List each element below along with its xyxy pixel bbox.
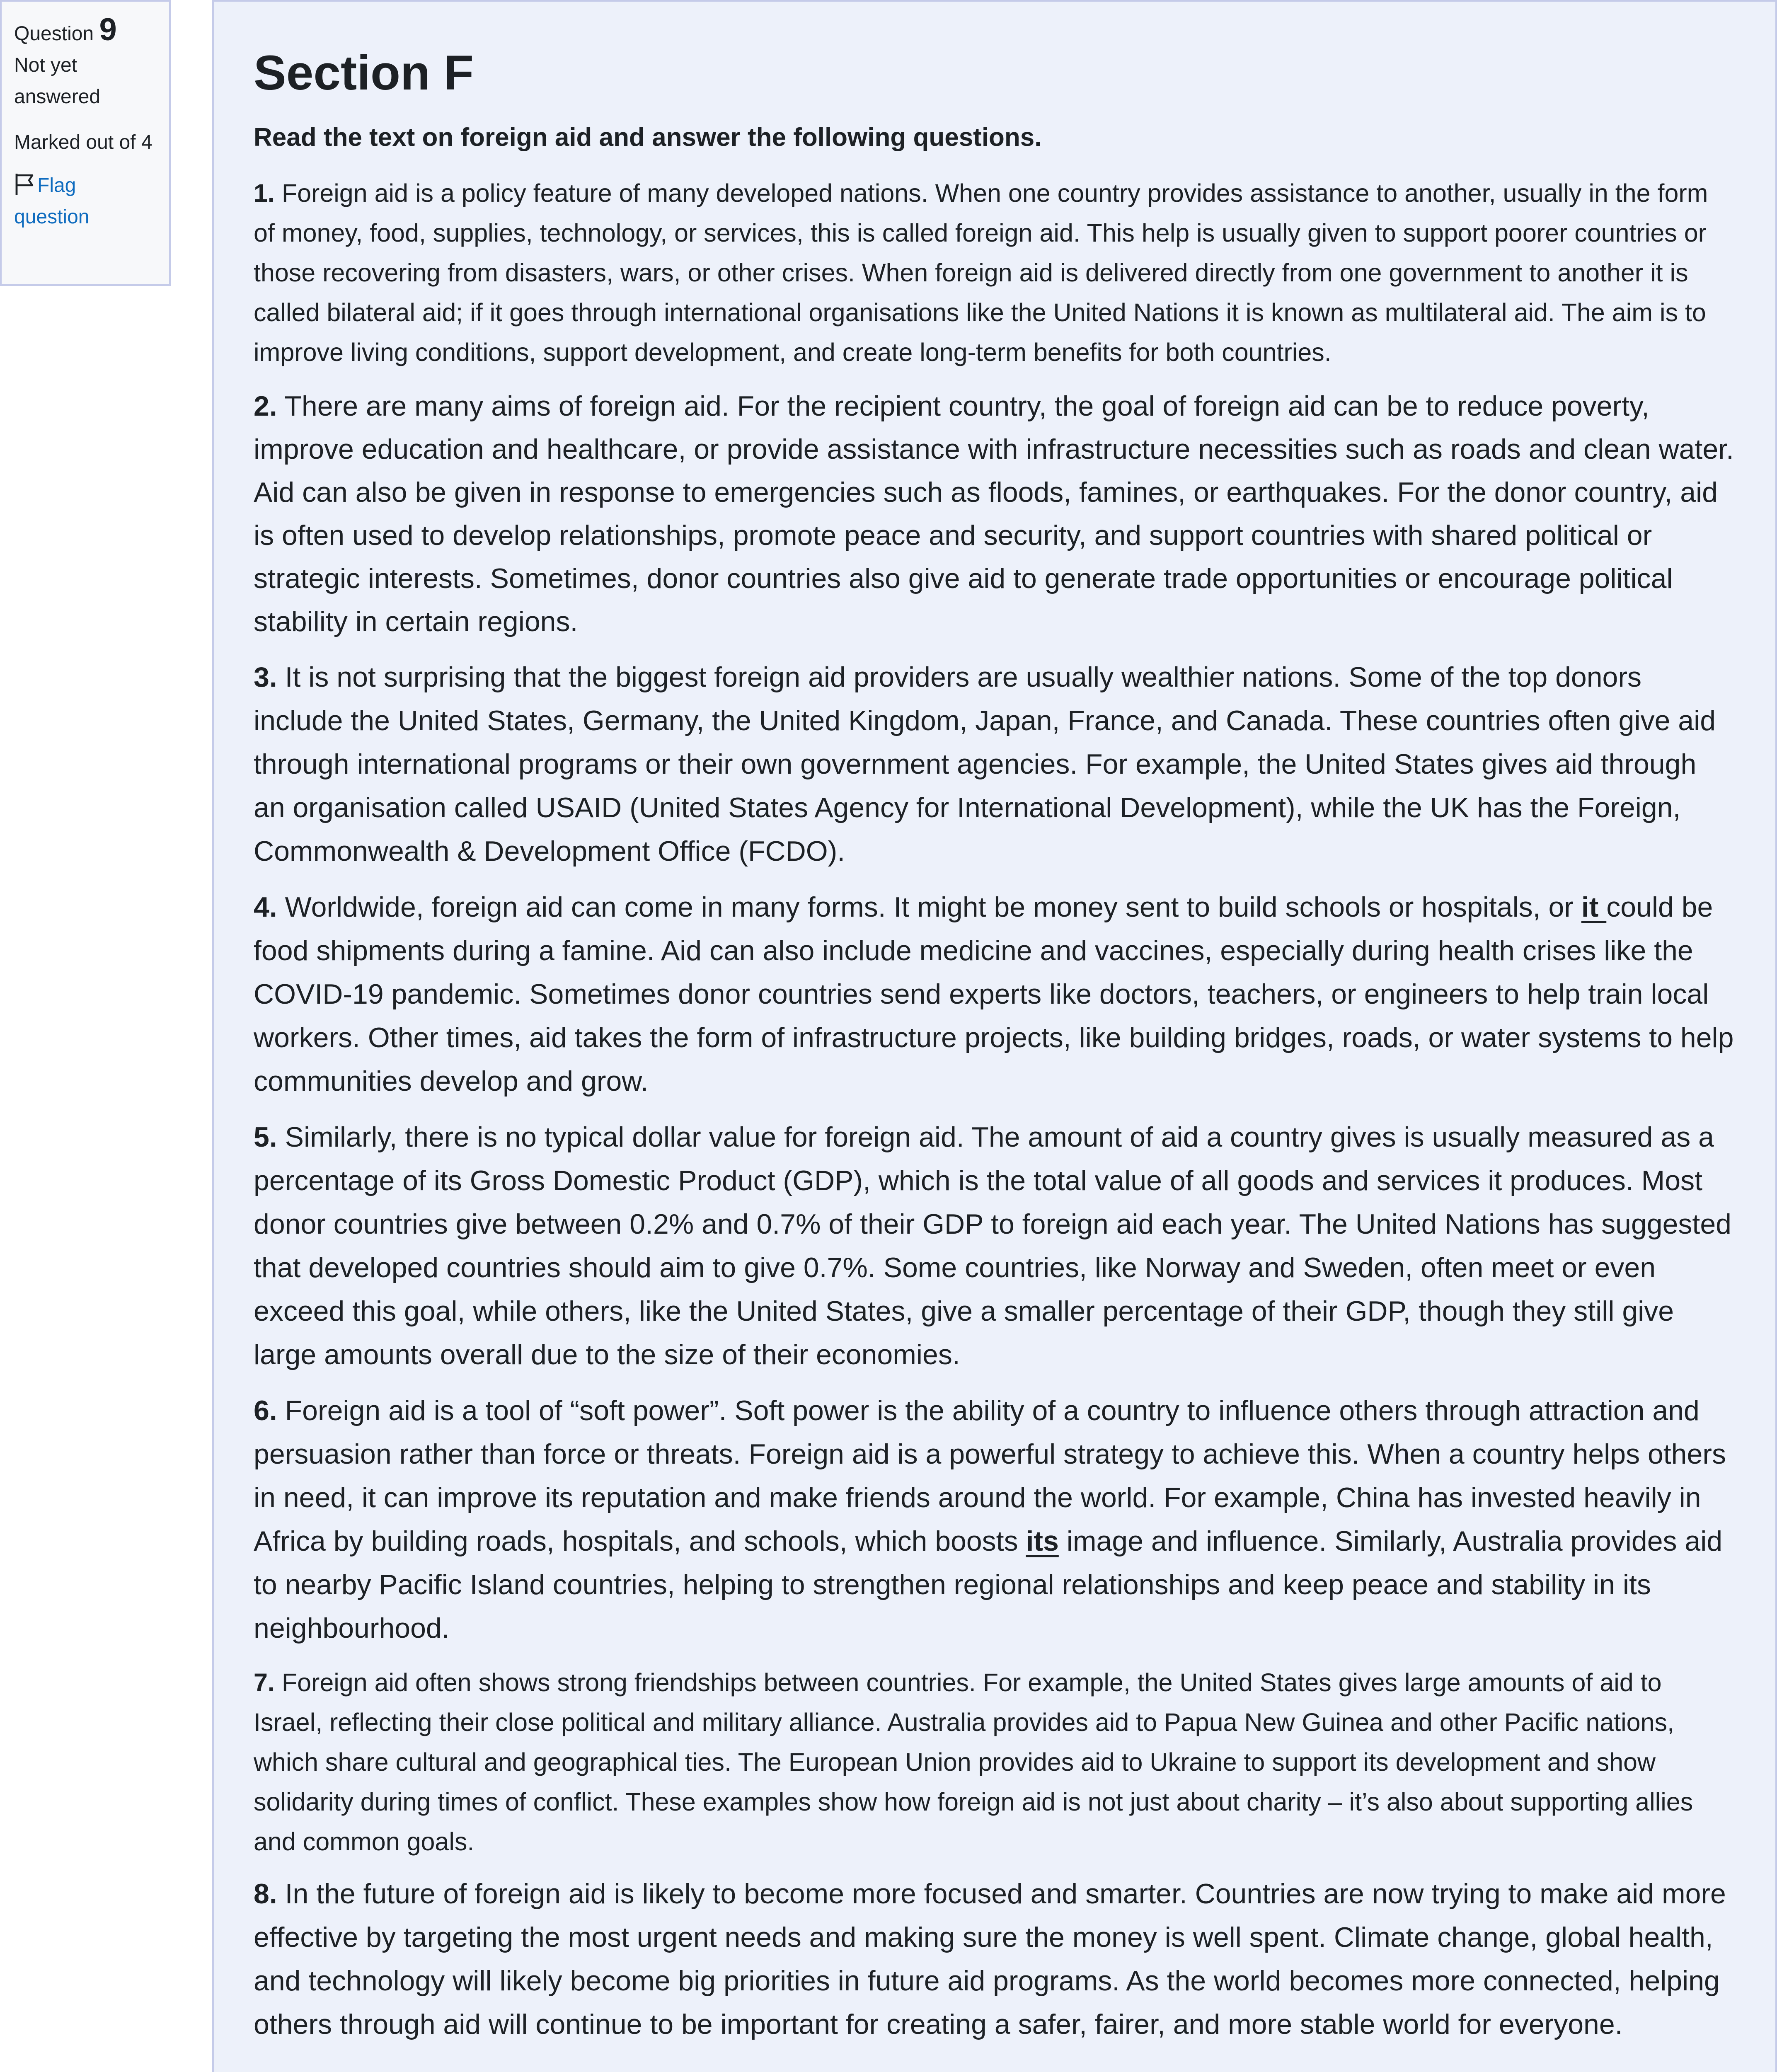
paragraph-number: 3.	[254, 661, 277, 693]
paragraph-text: In the future of foreign aid is likely to become more focused and smarter. Countries are now trying to make aid more effective by targeting the most urgent needs and making sure the money is well spent. Climate change, global health, and technology will likely become big priorities in future aid programs. As the world becomes more connected, helping others through aid will continue to be important for creating a safer, fairer, and more stable world for everyone.	[254, 1878, 1726, 2040]
paragraph-text: Foreign aid often shows strong friendships between countries. For example, the United States gives large amounts of aid to Israel, reflecting their close political and military alliance. Australia provides aid to Papua New Guinea and other Pacific nations, which share cultural and geographical ties. The European Union provides aid to Ukraine to support its development and show solidarity during times of conflict. These examples show how foreign aid is not just about charity – it’s also about supporting allies and common goals.	[254, 1668, 1693, 1856]
paragraph-8	[254, 1872, 1734, 2046]
flag-question-link[interactable]	[14, 170, 157, 233]
paragraph-7	[254, 1663, 1734, 1861]
question-info-panel	[0, 0, 171, 286]
flag-icon	[14, 173, 36, 196]
paragraph-3	[254, 656, 1734, 873]
paragraph-number: 4.	[254, 891, 277, 923]
question-number-line	[14, 12, 157, 47]
paragraph-text: It is not surprising that the biggest foreign aid providers are usually wealthier nations. Some of the top donors include the United States, Germany, the United Kingdom, Japan, France, and Canada. These countries often give aid through international programs or their own government agencies. For example, the United States gives aid through an organisation called USAID (United States Agency for International Development), while the UK has the Foreign, Commonwealth & Development Office (FCDO).	[254, 661, 1716, 867]
question-grade: Marked out of 4	[14, 131, 153, 153]
paragraph-text: Worldwide, foreign aid can come in many forms. It might be money sent to build schools or hospitals, or	[277, 891, 1581, 923]
paragraph-number: 5.	[254, 1121, 277, 1153]
section-title: Section F	[254, 46, 474, 100]
flag-question-label: Flag question	[14, 174, 90, 228]
paragraph-1	[254, 173, 1734, 372]
paragraph-text: Foreign aid is a policy feature of many developed nations. When one country provides assistance to another, usually in the form of money, food, supplies, technology, or services, this is called foreign aid. This help is usually given to support poorer countries or those recovering from disasters, wars, or other crises. When foreign aid is delivered directly from one government to another it is called bilateral aid; if it goes through international organisations like the United Nations it is known as multilateral aid. The aim is to improve living conditions, support development, and create long-term benefits for both countries.	[254, 179, 1708, 366]
paragraph-number: 2.	[254, 390, 277, 422]
paragraph-text: Similarly, there is no typical dollar value for foreign aid. The amount of aid a country gives is usually measured as a percentage of its Gross Domestic Product (GDP), which is the total value of all goods and services it produces. Most donor countries give between 0.2% and 0.7% of their GDP to foreign aid each year. The United Nations has suggested that developed countries should aim to give 0.7%. Some countries, like Norway and Sweden, often meet or even exceed this goal, while others, like the United States, give a smaller percentage of their GDP, though they still give large amounts overall due to the size of their economies.	[254, 1121, 1731, 1370]
paragraph-text: image and influence. Similarly, Australia provides aid to nearby Pacific Island countries, helping to strengthen regional relationships and keep peace and stability in its neighbourhood.	[254, 1525, 1723, 1644]
paragraph-number: 8.	[254, 1878, 277, 1910]
paragraph-5	[254, 1116, 1734, 1377]
paragraph-number: 6.	[254, 1395, 277, 1426]
paragraph-text: could be food shipments during a famine. Aid can also include medicine and vaccines, especially during health crises like the COVID-19 pandemic. Sometimes donor countries send experts like doctors, teachers, or engineers to help train local workers. Other times, aid takes the form of infrastructure projects, like building bridges, roads, or water systems to help communities develop and grow.	[254, 891, 1734, 1097]
paragraph-number: 1.	[254, 179, 275, 207]
paragraph-4	[254, 886, 1734, 1103]
instructions: Read the text on foreign aid and answer the following questions.	[254, 123, 1042, 152]
underlined-word: its	[1026, 1525, 1059, 1557]
paragraph-6	[254, 1389, 1734, 1650]
underlined-word: it	[1581, 891, 1607, 923]
question-label: Question	[14, 23, 94, 45]
question-state: Not yet answered	[14, 54, 101, 108]
paragraph-number: 7.	[254, 1668, 275, 1697]
paragraph-text: There are many aims of foreign aid. For the recipient country, the goal of foreign aid can be to reduce poverty, improve education and healthcare, or provide assistance with infrastructure necessities such as roads and clean water. Aid can also be given in response to emergencies such as floods, famines, or earthquakes. For the donor country, aid is often used to develop relationships, promote peace and security, and support countries with shared political or strategic interests. Sometimes, donor countries also give aid to generate trade opportunities or encourage political stability in certain regions.	[254, 390, 1734, 637]
paragraph-2	[254, 385, 1734, 643]
paragraph-text: Foreign aid is a tool of “soft power”. Soft power is the ability of a country to influence others through attraction and persuasion rather than force or threats. Foreign aid is a powerful strategy to achieve this. When a country helps others in need, it can improve its reputation and make friends around the world. For example, China has invested heavily in Africa by building roads, hospitals, and schools, which boosts	[254, 1395, 1726, 1557]
question-content	[212, 0, 1777, 2072]
question-number: 9	[99, 12, 117, 47]
